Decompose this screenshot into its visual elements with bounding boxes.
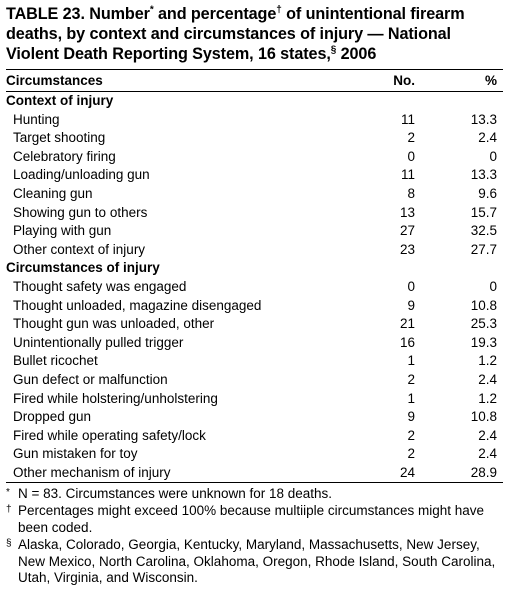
row-percent: 19.3 — [470, 334, 497, 350]
row-percent: 0 — [489, 148, 497, 164]
row-label: Target shooting — [13, 130, 106, 146]
row-percent: 2.4 — [478, 371, 497, 387]
title-text-1: TABLE 23. Number — [6, 5, 150, 23]
row-label: Fired while operating safety/lock — [13, 427, 206, 443]
row-percent: 13.3 — [470, 111, 497, 127]
row-label: Gun defect or malfunction — [13, 371, 168, 387]
row-number: 21 — [399, 316, 415, 332]
table-row — [6, 241, 503, 260]
row-number: 9 — [407, 409, 415, 425]
row-label: Other mechanism of injury — [13, 464, 171, 480]
row-percent: 10.8 — [470, 409, 497, 425]
footnote-text: Alaska, Colorado, Georgia, Kentucky, Maryland, Massachusetts, New Jersey, New Mexico, North Carolina, Oklahoma, Oregon, Rhode Island, South Carolina, Utah, Virginia, and Wisconsin. — [18, 536, 496, 586]
table-row — [6, 222, 503, 241]
title-text-4: 2006 — [336, 45, 377, 63]
row-number: 0 — [407, 148, 415, 164]
table-row — [6, 129, 503, 148]
row-number: 27 — [399, 223, 415, 239]
row-percent: 13.3 — [470, 167, 497, 183]
row-label: Fired while holstering/unholstering — [13, 390, 218, 406]
table-row — [6, 334, 503, 353]
footnote-mark: § — [6, 537, 12, 549]
title-footnote-mark-2: † — [276, 4, 282, 16]
header-percent: % — [484, 73, 497, 88]
table-row — [6, 111, 503, 130]
row-label: Loading/unloading gun — [13, 167, 150, 183]
row-percent: 1.2 — [478, 353, 497, 369]
table-row — [6, 278, 503, 297]
header-number: No. — [393, 73, 415, 88]
row-number: 16 — [399, 334, 415, 350]
row-number: 9 — [407, 297, 415, 313]
row-percent: 15.7 — [470, 204, 497, 220]
row-number: 2 — [407, 427, 415, 443]
row-number: 23 — [399, 241, 415, 257]
header-circumstances: Circumstances — [6, 73, 103, 88]
row-number: 1 — [407, 390, 415, 406]
row-number: 13 — [399, 204, 415, 220]
table-row — [6, 297, 503, 316]
row-number: 2 — [407, 446, 415, 462]
table-row — [6, 445, 503, 464]
title-footnote-mark-3: § — [330, 44, 337, 56]
table-bottom-rule — [6, 482, 503, 483]
table-row — [6, 148, 503, 167]
row-label: Other context of injury — [13, 241, 146, 257]
footnote-mark: * — [6, 487, 10, 499]
table-row — [6, 464, 503, 483]
row-percent: 2.4 — [478, 427, 497, 443]
row-label: Unintentionally pulled trigger — [13, 334, 184, 350]
table-row — [6, 427, 503, 446]
table-row — [6, 371, 503, 390]
table-row — [6, 166, 503, 185]
row-label: Bullet ricochet — [13, 353, 98, 369]
row-percent: 2.4 — [478, 130, 497, 146]
footnote — [6, 503, 503, 537]
footnote-text: Percentages might exceed 100% because multiiple circumstances might have been coded. — [18, 503, 484, 536]
row-percent: 9.6 — [478, 185, 497, 201]
row-label: Thought unloaded, magazine disengaged — [13, 297, 262, 313]
row-number: 24 — [399, 464, 415, 480]
footnote-mark: † — [6, 504, 12, 516]
table-header — [6, 70, 503, 91]
section-heading: Circumstances of injury — [6, 260, 160, 276]
row-label: Thought gun was unloaded, other — [13, 316, 215, 332]
table-body — [6, 92, 503, 482]
table-row — [6, 408, 503, 427]
row-number: 11 — [400, 111, 415, 127]
row-label: Hunting — [13, 111, 60, 127]
row-number: 8 — [407, 185, 415, 201]
table-row — [6, 390, 503, 409]
section-heading: Context of injury — [6, 93, 114, 108]
row-label: Thought safety was engaged — [13, 278, 187, 294]
table-row — [6, 315, 503, 334]
footnote-text: N = 83. Circumstances were unknown for 18 deaths. — [18, 486, 333, 502]
table-document — [6, 0, 503, 587]
row-number: 1 — [407, 353, 415, 369]
table-row — [6, 204, 503, 223]
row-label: Gun mistaken for toy — [13, 446, 138, 462]
row-number: 2 — [407, 371, 415, 387]
row-label: Celebratory firing — [13, 148, 116, 164]
footnotes — [6, 486, 503, 587]
row-label: Cleaning gun — [13, 185, 93, 201]
title-footnote-mark-1: * — [149, 4, 154, 16]
row-percent: 1.2 — [478, 390, 497, 406]
title-text-3: of unintentional firearm deaths, by context and circumstances of injury — National Violent Death Reporting System, 16 states, — [6, 5, 465, 63]
row-label: Playing with gun — [13, 223, 112, 239]
table-row — [6, 185, 503, 204]
row-percent: 32.5 — [470, 223, 497, 239]
row-number: 2 — [407, 130, 415, 146]
table-title — [6, 4, 503, 64]
row-number: 11 — [400, 167, 415, 183]
row-percent: 2.4 — [478, 446, 497, 462]
footnote — [6, 537, 503, 587]
row-percent: 27.7 — [470, 241, 497, 257]
row-percent: 25.3 — [470, 316, 497, 332]
table-row — [6, 352, 503, 371]
footnote — [6, 486, 503, 503]
row-label: Showing gun to others — [13, 204, 148, 220]
row-percent: 0 — [489, 278, 497, 294]
row-percent: 10.8 — [470, 297, 497, 313]
row-number: 0 — [407, 278, 415, 294]
title-text-2: and percentage — [153, 5, 277, 23]
row-percent: 28.9 — [470, 464, 497, 480]
row-label: Dropped gun — [13, 409, 92, 425]
